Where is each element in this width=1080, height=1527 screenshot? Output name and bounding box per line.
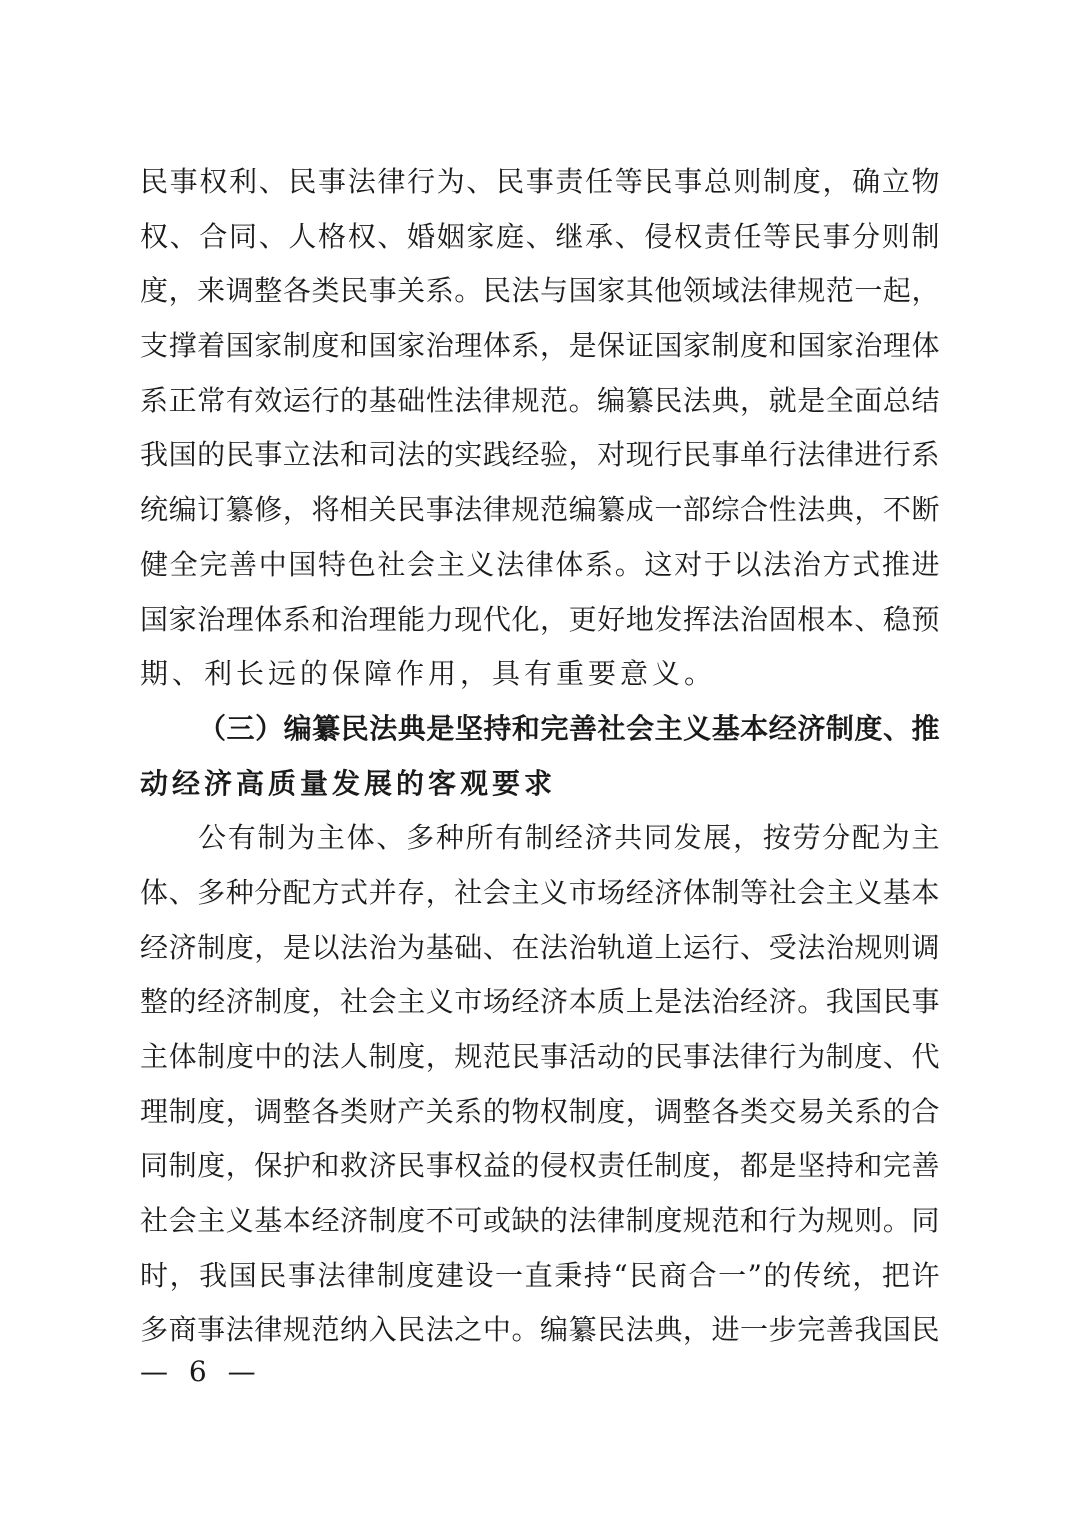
text-line: 我国的民事立法和司法的实践经验，对现行民事单行法律进行系	[140, 438, 940, 472]
text-line: 多商事法律规范纳入民法之中。编纂民法典，进一步完善我国民	[140, 1313, 940, 1347]
text-line: 主体制度中的法人制度，规范民事活动的民事法律行为制度、代	[140, 1040, 940, 1073]
text-line: 国家治理体系和治理能力现代化，更好地发挥法治固根本、稳预	[140, 602, 940, 636]
text-line: 权、合同、人格权、婚姻家庭、继承、侵权责任等民事分则制	[140, 219, 940, 253]
section-heading: 动经济高质量发展的客观要求	[140, 766, 557, 800]
text-line: 健全完善中国特色社会主义法律体系。这对于以法治方式推进	[140, 547, 940, 581]
text-line: 度，来调整各类民事关系。民法与国家其他领域法律规范一起，	[140, 274, 940, 308]
body-text	[140, 155, 940, 1358]
text-line: 民事权利、民事法律行为、民事责任等民事总则制度，确立物	[140, 165, 940, 198]
text-line: 同制度，保护和救济民事权益的侵权责任制度，都是坚持和完善	[140, 1149, 940, 1183]
text-line: 理制度，调整各类财产关系的物权制度，调整各类交易关系的合	[140, 1094, 940, 1128]
text-line: 支撑着国家制度和国家治理体系，是保证国家制度和国家治理体	[140, 329, 940, 363]
text-line: 社会主义基本经济制度不可或缺的法律制度规范和行为规则。同	[140, 1204, 940, 1238]
text-line: 体、多种分配方式并存，社会主义市场经济体制等社会主义基本	[140, 875, 940, 909]
section-heading: （三）编纂民法典是坚持和完善社会主义基本经济制度、推	[198, 711, 940, 745]
text-line: 系正常有效运行的基础性法律规范。编纂民法典，就是全面总结	[140, 383, 940, 417]
text-line: 时，我国民事法律制度建设一直秉持“民商合一”的传统，把许	[140, 1258, 940, 1292]
page-number: — 6 —	[140, 1355, 262, 1388]
text-line: 经济制度，是以法治为基础、在法治轨道上运行、受法治规则调	[140, 930, 940, 964]
text-line: 统编订纂修，将相关民事法律规范编纂成一部综合性法典，不断	[140, 493, 940, 527]
text-line: 整的经济制度，社会主义市场经济本质上是法治经济。我国民事	[140, 985, 940, 1019]
text-line: 期、利长远的保障作用，具有重要意义。	[140, 657, 717, 691]
text-line: 公有制为主体、多种所有制经济共同发展，按劳分配为主	[198, 821, 940, 855]
